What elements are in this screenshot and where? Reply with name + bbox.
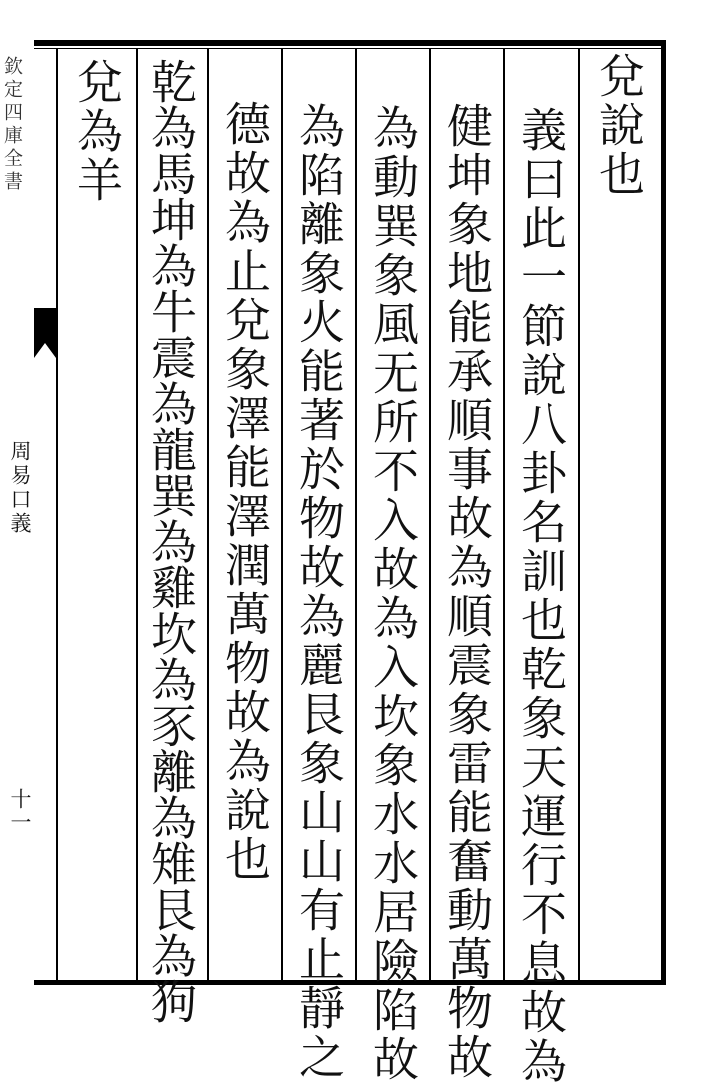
fishtail-mark-icon [34, 308, 56, 358]
margin-border [56, 48, 58, 982]
column-divider [503, 48, 505, 982]
collection-title: 欽定四庫全書 [1, 56, 23, 194]
right-border [661, 40, 666, 985]
top-border [34, 40, 666, 46]
column-divider [578, 48, 580, 982]
text-column-4: 為動巽象風无所不入故為入坎象水水居險陷故 [366, 104, 420, 1084]
column-divider [207, 48, 209, 982]
top-border-inner [34, 48, 666, 49]
text-column-6: 德故為止兌象澤能澤潤萬物故為說也 [218, 100, 272, 884]
text-column-5: 為陷離象火能著於物故為麗艮象山山有止靜之 [292, 102, 346, 1082]
text-column-7: 乾為馬坤為牛震為龍巽為雞坎為豕離為雉艮為狗 [144, 58, 198, 1024]
page-number: 十一 [8, 788, 32, 834]
column-divider [281, 48, 283, 982]
column-divider [136, 48, 138, 982]
bottom-border [34, 980, 666, 985]
column-divider [355, 48, 357, 982]
text-column-2: 義曰此一節說八卦名訓也乾象天運行不息故為 [514, 106, 568, 1086]
text-column-8: 兌為羊 [70, 58, 124, 205]
book-title: 周易口義 [8, 440, 32, 536]
column-divider [429, 48, 431, 982]
text-column-3: 健坤象地能承順事故為順震象雷能奮動萬物故 [440, 102, 494, 1082]
text-column-1: 兌說也 [592, 52, 646, 199]
